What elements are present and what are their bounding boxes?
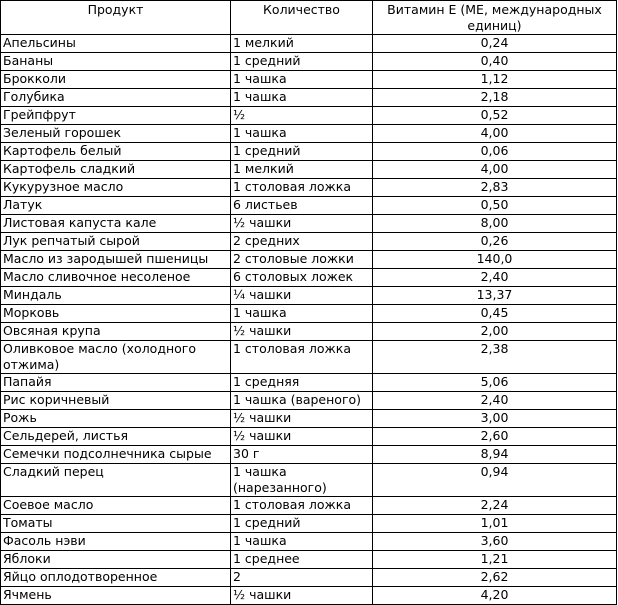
cell-vitamin: 2,38 — [373, 341, 617, 374]
table-row — [1, 197, 617, 215]
cell-product: Лук репчатый сырой — [1, 233, 231, 251]
table-row — [1, 374, 617, 392]
table-row — [1, 161, 617, 179]
cell-amount: 2 — [231, 569, 373, 587]
table-row — [1, 143, 617, 161]
table-row — [1, 323, 617, 341]
cell-amount: 1 столовая ложка — [231, 179, 373, 197]
table-row — [1, 179, 617, 197]
cell-product: Соевое масло — [1, 497, 231, 515]
cell-amount: 1 мелкий — [231, 35, 373, 53]
cell-vitamin: 1,01 — [373, 515, 617, 533]
cell-amount: 1 среднее — [231, 551, 373, 569]
table-row — [1, 215, 617, 233]
cell-product: Сладкий перец — [1, 464, 231, 497]
cell-amount: 1 мелкий — [231, 161, 373, 179]
cell-amount: 1 чашка — [231, 305, 373, 323]
table-row — [1, 269, 617, 287]
cell-product: Бананы — [1, 53, 231, 71]
cell-vitamin: 1,12 — [373, 71, 617, 89]
cell-product: Семечки подсолнечника сырые — [1, 446, 231, 464]
cell-amount: 1 средний — [231, 515, 373, 533]
cell-product: Яблоки — [1, 551, 231, 569]
table-row — [1, 341, 617, 374]
cell-amount: 30 г — [231, 446, 373, 464]
cell-amount: 1 чашка — [231, 533, 373, 551]
cell-amount: ¼ чашки — [231, 287, 373, 305]
table-row — [1, 107, 617, 125]
cell-vitamin: 0,40 — [373, 53, 617, 71]
table-row — [1, 287, 617, 305]
cell-vitamin: 4,20 — [373, 587, 617, 605]
cell-amount: 6 столовых ложек — [231, 269, 373, 287]
table-row — [1, 410, 617, 428]
cell-product: Томаты — [1, 515, 231, 533]
cell-vitamin: 2,24 — [373, 497, 617, 515]
cell-vitamin: 4,00 — [373, 161, 617, 179]
cell-product: Ячмень — [1, 587, 231, 605]
cell-vitamin: 0,24 — [373, 35, 617, 53]
cell-amount: ½ чашки — [231, 323, 373, 341]
cell-amount: 1 чашка — [231, 71, 373, 89]
cell-amount: 2 столовые ложки — [231, 251, 373, 269]
cell-product: Масло из зародышей пшеницы — [1, 251, 231, 269]
table-row — [1, 551, 617, 569]
cell-amount: ½ чашки — [231, 587, 373, 605]
cell-vitamin: 8,00 — [373, 215, 617, 233]
cell-amount: ½ — [231, 107, 373, 125]
cell-vitamin: 4,00 — [373, 125, 617, 143]
cell-amount: 1 средний — [231, 143, 373, 161]
table-header-row — [1, 1, 617, 35]
cell-product: Зеленый горошек — [1, 125, 231, 143]
cell-amount: 6 листьев — [231, 197, 373, 215]
cell-product: Латук — [1, 197, 231, 215]
cell-amount: 1 столовая ложка — [231, 341, 373, 374]
table-row — [1, 251, 617, 269]
cell-vitamin: 2,40 — [373, 269, 617, 287]
table-row — [1, 89, 617, 107]
cell-product: Картофель белый — [1, 143, 231, 161]
cell-vitamin: 2,60 — [373, 428, 617, 446]
cell-vitamin: 0,52 — [373, 107, 617, 125]
cell-product: Яйцо оплодотворенное — [1, 569, 231, 587]
table-row — [1, 569, 617, 587]
table-row — [1, 305, 617, 323]
cell-vitamin: 2,62 — [373, 569, 617, 587]
cell-product: Сельдерей, листья — [1, 428, 231, 446]
header-amount: Количество — [231, 1, 373, 35]
cell-product: Картофель сладкий — [1, 161, 231, 179]
cell-product: Оливковое масло (холодного отжима) — [1, 341, 231, 374]
table-row — [1, 35, 617, 53]
cell-vitamin: 5,06 — [373, 374, 617, 392]
table-row — [1, 446, 617, 464]
table-row — [1, 587, 617, 605]
cell-vitamin: 2,18 — [373, 89, 617, 107]
table-row — [1, 428, 617, 446]
cell-product: Фасоль нэви — [1, 533, 231, 551]
cell-product: Масло сливочное несоленое — [1, 269, 231, 287]
cell-vitamin: 0,50 — [373, 197, 617, 215]
cell-product: Листовая капуста кале — [1, 215, 231, 233]
cell-product: Грейпфрут — [1, 107, 231, 125]
cell-amount: ½ чашки — [231, 428, 373, 446]
cell-vitamin: 3,60 — [373, 533, 617, 551]
table-row — [1, 392, 617, 410]
header-vitamin: Витамин Е (МЕ, международных единиц) — [373, 1, 617, 35]
cell-amount: ½ чашки — [231, 410, 373, 428]
cell-product: Голубика — [1, 89, 231, 107]
cell-amount: 1 столовая ложка — [231, 497, 373, 515]
cell-product: Рис коричневый — [1, 392, 231, 410]
table-row — [1, 464, 617, 497]
cell-product: Миндаль — [1, 287, 231, 305]
cell-vitamin: 0,26 — [373, 233, 617, 251]
cell-vitamin: 2,83 — [373, 179, 617, 197]
cell-vitamin: 8,94 — [373, 446, 617, 464]
cell-amount: 1 чашка (вареного) — [231, 392, 373, 410]
cell-vitamin: 13,37 — [373, 287, 617, 305]
cell-amount: 1 средняя — [231, 374, 373, 392]
table-row — [1, 71, 617, 89]
cell-product: Овсяная крупа — [1, 323, 231, 341]
cell-product: Брокколи — [1, 71, 231, 89]
table-row — [1, 533, 617, 551]
cell-amount: 1 чашка — [231, 125, 373, 143]
cell-product: Папайя — [1, 374, 231, 392]
cell-vitamin: 2,40 — [373, 392, 617, 410]
cell-vitamin: 1,21 — [373, 551, 617, 569]
cell-product: Кукурузное масло — [1, 179, 231, 197]
cell-vitamin: 140,0 — [373, 251, 617, 269]
cell-product: Морковь — [1, 305, 231, 323]
header-product: Продукт — [1, 1, 231, 35]
cell-amount: ½ чашки — [231, 215, 373, 233]
table-body — [1, 35, 617, 605]
cell-vitamin: 3,00 — [373, 410, 617, 428]
cell-amount: 1 чашка — [231, 89, 373, 107]
cell-vitamin: 0,45 — [373, 305, 617, 323]
cell-product: Апельсины — [1, 35, 231, 53]
table-row — [1, 233, 617, 251]
cell-amount: 1 чашка (нарезанного) — [231, 464, 373, 497]
cell-product: Рожь — [1, 410, 231, 428]
cell-amount: 2 средних — [231, 233, 373, 251]
table-row — [1, 125, 617, 143]
cell-amount: 1 средний — [231, 53, 373, 71]
table-row — [1, 497, 617, 515]
cell-vitamin: 0,06 — [373, 143, 617, 161]
table-row — [1, 53, 617, 71]
table-row — [1, 515, 617, 533]
cell-vitamin: 0,94 — [373, 464, 617, 497]
cell-vitamin: 2,00 — [373, 323, 617, 341]
